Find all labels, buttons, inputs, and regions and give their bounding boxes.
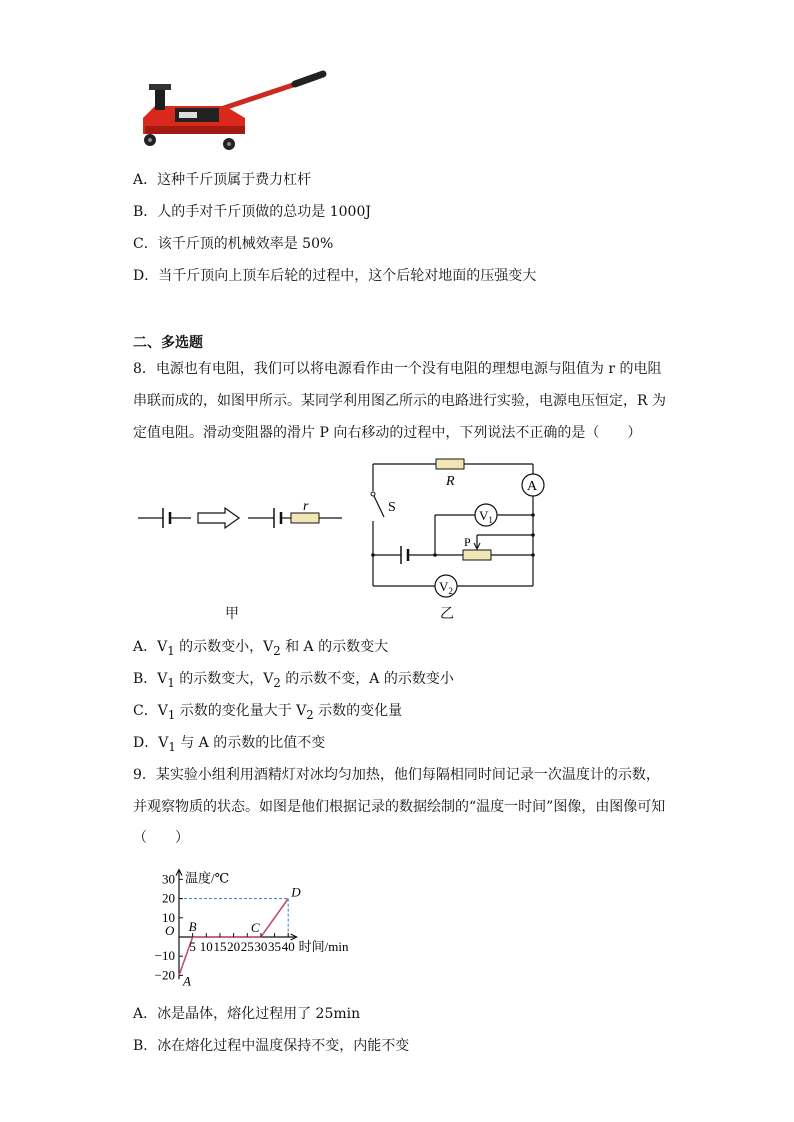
figure-jia-battery-equivalent	[135, 500, 350, 540]
y-tick-label: 20	[162, 890, 175, 906]
q8-stem-line-1: 8．电源也有电阻，我们可以将电源看作由一个没有电阻的理想电源与阻值为 r 的电阻	[133, 361, 662, 377]
y-tick-label: −10	[154, 948, 175, 964]
q7-option-a: A．这种千斤顶属于费力杠杆	[133, 172, 312, 188]
resistor-R-label: R	[446, 474, 455, 489]
x-axis-label: 时间/min	[298, 939, 349, 954]
q9-stem-line-2: 并观察物质的状态。如图是他们根据记录的数据绘制的“温度一时间”图像，由图像可知	[133, 799, 666, 815]
section-title: 二、多选题	[133, 335, 203, 351]
q8-stem-line-3: 定值电阻。滑动变阻器的滑片 P 向右移动的过程中，下列说法不正确的是（ ）	[133, 425, 642, 441]
y-axis-label: 温度/℃	[185, 870, 230, 886]
voltmeter-v1-label: $V_1$	[479, 508, 493, 525]
q9-option-a: A．冰是晶体，熔化过程用了 25min	[133, 1006, 361, 1022]
y-tick-label: 30	[162, 871, 175, 887]
q8-option-d: D．$V_1$ 与 A 的示数的比值不变	[133, 735, 326, 754]
x-tick-label: 5	[189, 939, 196, 954]
x-tick-label: 30	[254, 939, 268, 954]
voltmeter-v2-label: $V_2$	[439, 579, 453, 596]
ammeter-label: A	[527, 479, 538, 494]
figure-yi-caption: 乙	[440, 606, 454, 622]
q7-option-b: B．人的手对千斤顶做的总功是 1000J	[133, 204, 371, 220]
point-label-b: B	[188, 919, 197, 934]
x-tick-label: 15	[213, 939, 227, 954]
point-label-a: A	[183, 973, 191, 989]
figure-jia-caption: 甲	[225, 606, 239, 622]
figure-yi-circuit	[360, 455, 560, 600]
y-tick-label: −20	[154, 967, 175, 983]
q9-stem-line-3: （ ）	[133, 830, 189, 846]
temperature-time-chart	[125, 855, 395, 995]
x-tick-label: 25	[240, 939, 254, 954]
q8-option-a: A．$V_1$ 的示数变小，$V_2$ 和 A 的示数变大	[133, 639, 389, 658]
x-tick-label: 20	[227, 939, 241, 954]
point-label-c: C	[250, 920, 260, 935]
q7-option-d: D．当千斤顶向上顶车后轮的过程中，这个后轮对地面的压强变大	[133, 268, 537, 284]
slider-P-label: P	[464, 535, 471, 549]
y-tick-label: 10	[162, 909, 175, 925]
car-jack-image	[135, 68, 330, 156]
origin-label: O	[165, 923, 175, 938]
q8-option-b: B．$V_1$ 的示数变大，$V_2$ 的示数不变，A 的示数变小	[133, 671, 454, 690]
q9-stem-line-1: 9．某实验小组利用酒精灯对冰均匀加热，他们每隔相同时间记录一次温度计的示数，	[133, 767, 660, 783]
q7-option-c: C．该千斤顶的机械效率是 50%	[133, 236, 334, 252]
x-tick-label: 40	[281, 939, 295, 954]
q8-stem-line-2: 串联而成的，如图甲所示。某同学利用图乙所示的电路进行实验，电源电压恒定，R 为	[133, 393, 666, 409]
point-label-d: D	[291, 884, 301, 900]
x-tick-label: 35	[268, 939, 282, 954]
switch-S-label: S	[388, 500, 396, 515]
q9-option-b: B．冰在熔化过程中温度保持不变，内能不变	[133, 1038, 410, 1054]
q8-option-c: C．$V_1$ 示数的变化量大于 $V_2$ 示数的变化量	[133, 703, 403, 722]
x-tick-label: 10	[199, 939, 213, 954]
resistor-r-label: r	[303, 500, 309, 514]
